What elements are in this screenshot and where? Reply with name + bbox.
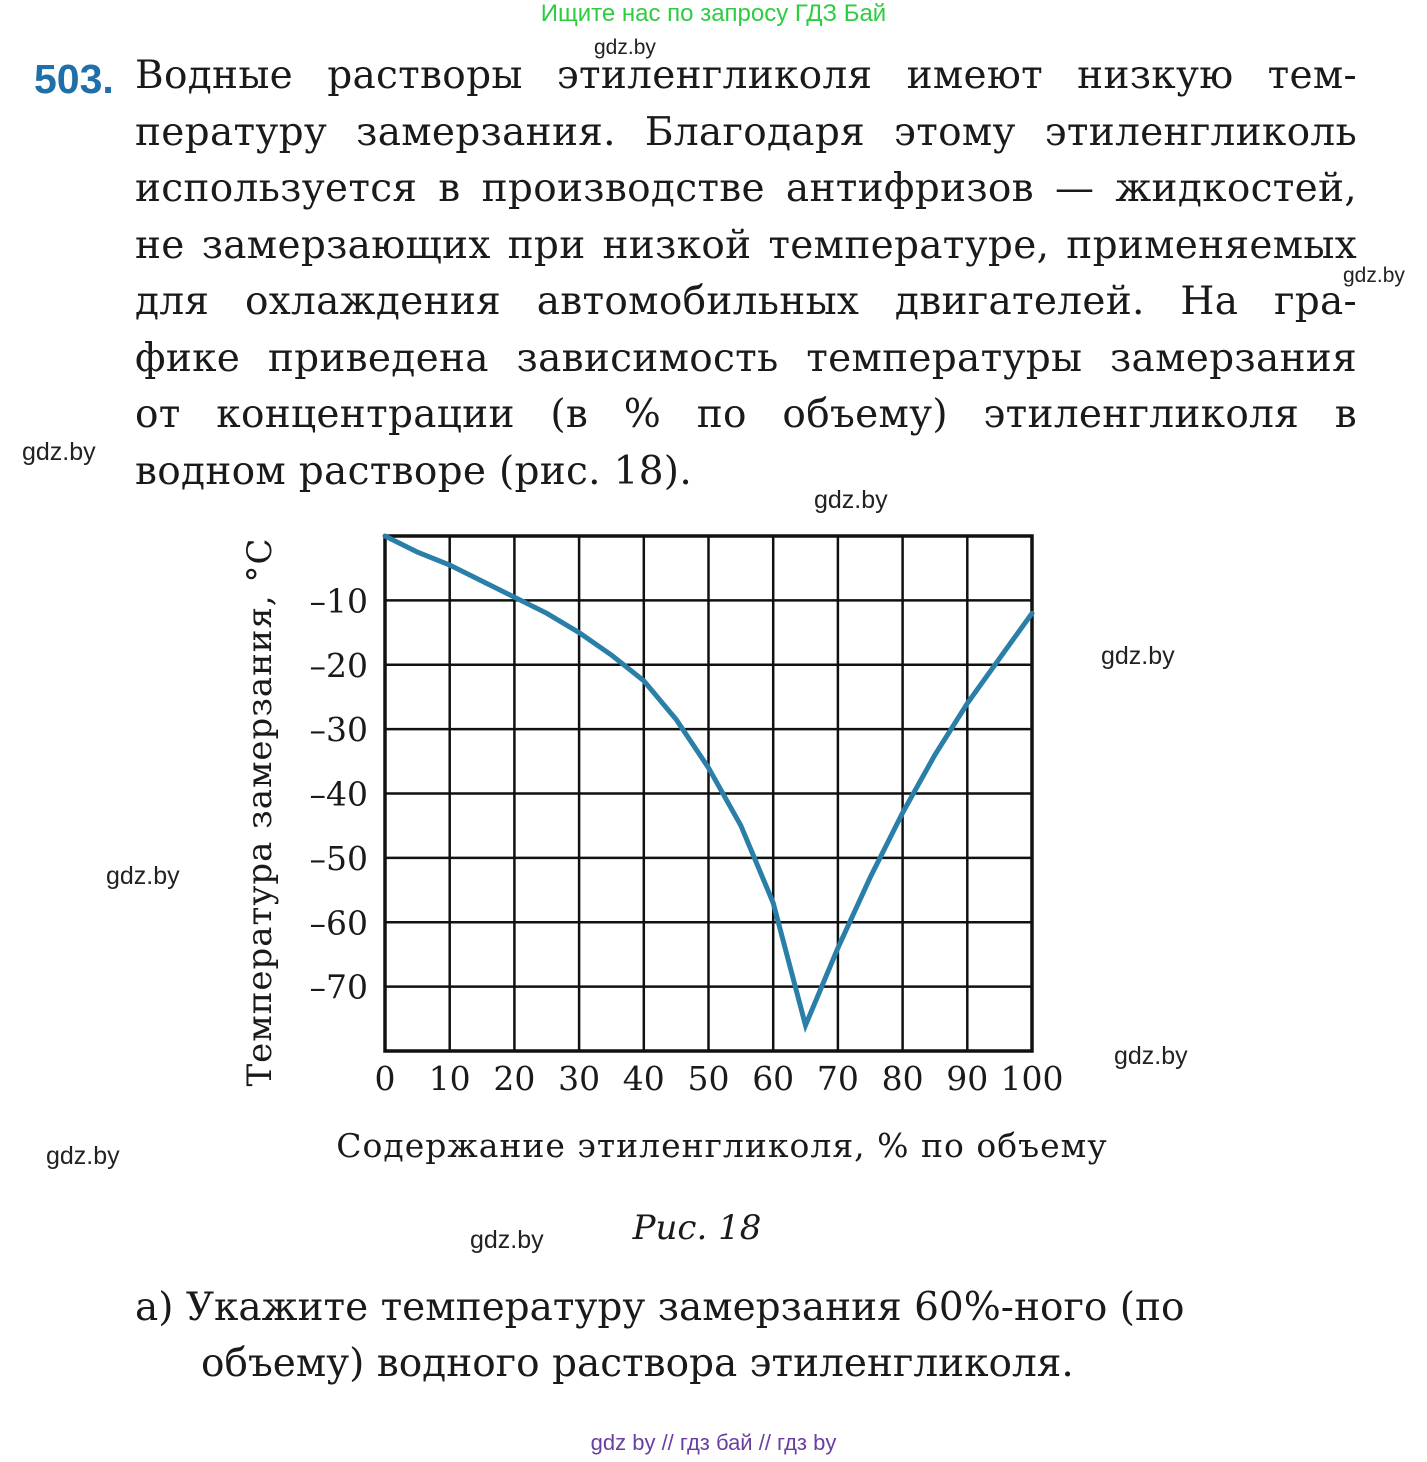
watermark: gdz.by [594, 36, 656, 59]
problem-text-line: пературу замерзания. Благодаря этому этиленгликоль [135, 109, 1357, 155]
problem-text-line: фике приведена зависимость температуры замерзания [135, 335, 1357, 381]
y-tick-label: –50 [309, 838, 368, 878]
x-tick-label: 30 [558, 1059, 601, 1098]
x-tick-label: 100 [1000, 1059, 1064, 1098]
watermark: gdz.by [1101, 642, 1175, 670]
watermark: gdz.by [814, 486, 888, 514]
x-tick-label: 60 [752, 1059, 795, 1098]
watermark: gdz.by [22, 438, 96, 466]
problem-text-line: не замерзающих при низкой температуре, применяемых [135, 222, 1357, 268]
x-tick-label: 0 [374, 1059, 396, 1098]
problem-text-line: используется в производстве антифризов — жидкостей, [135, 166, 1357, 211]
search-banner: Ищите нас по запросу ГДЗ Бай [540, 0, 887, 27]
y-tick-label: –60 [309, 903, 368, 943]
x-axis-label: Содержание этиленгликоля, % по объему [336, 1126, 1108, 1165]
x-tick-label: 10 [428, 1059, 471, 1098]
y-axis-label: Температура замерзания, °C [240, 537, 280, 1087]
watermark: gdz.by [1114, 1042, 1188, 1070]
question-line: объему) водного раствора этиленгликоля. [201, 1341, 1074, 1386]
question-a [135, 1280, 1357, 1392]
problem-text-line: Водные растворы этиленгликоля имеют низкую тем- [135, 53, 1357, 98]
x-tick-label: 70 [816, 1059, 859, 1098]
x-tick-label: 20 [493, 1059, 536, 1098]
problem-text-line: для охлаждения автомобильных двигателей. На гра- [135, 279, 1357, 324]
problem-number: 503. [34, 56, 114, 102]
x-tick-label: 80 [881, 1059, 924, 1098]
question-line: а) Укажите температуру замерзания 60%-ного (по [135, 1285, 1185, 1330]
x-tick-label: 90 [946, 1059, 989, 1098]
watermark: gdz.by [46, 1142, 120, 1170]
watermark: gdz.by [1343, 264, 1405, 287]
problem-text-line: от концентрации (в % по объему) этиленгликоля в [135, 392, 1357, 437]
x-tick-label: 40 [622, 1059, 665, 1098]
problem-text-line: водном растворе (рис. 18). [135, 448, 693, 494]
x-tick-label: 50 [687, 1059, 730, 1098]
watermark: gdz.by [470, 1226, 544, 1254]
y-tick-label: –10 [309, 581, 368, 621]
figure-caption: Рис. 18 [632, 1208, 762, 1248]
y-tick-label: –70 [309, 967, 368, 1007]
footer-links: gdz by // гдз бай // гдз by [590, 1430, 837, 1455]
watermark: gdz.by [106, 862, 180, 890]
y-tick-label: –20 [309, 645, 368, 685]
y-tick-label: –30 [309, 710, 368, 750]
y-tick-label: –40 [309, 774, 368, 814]
